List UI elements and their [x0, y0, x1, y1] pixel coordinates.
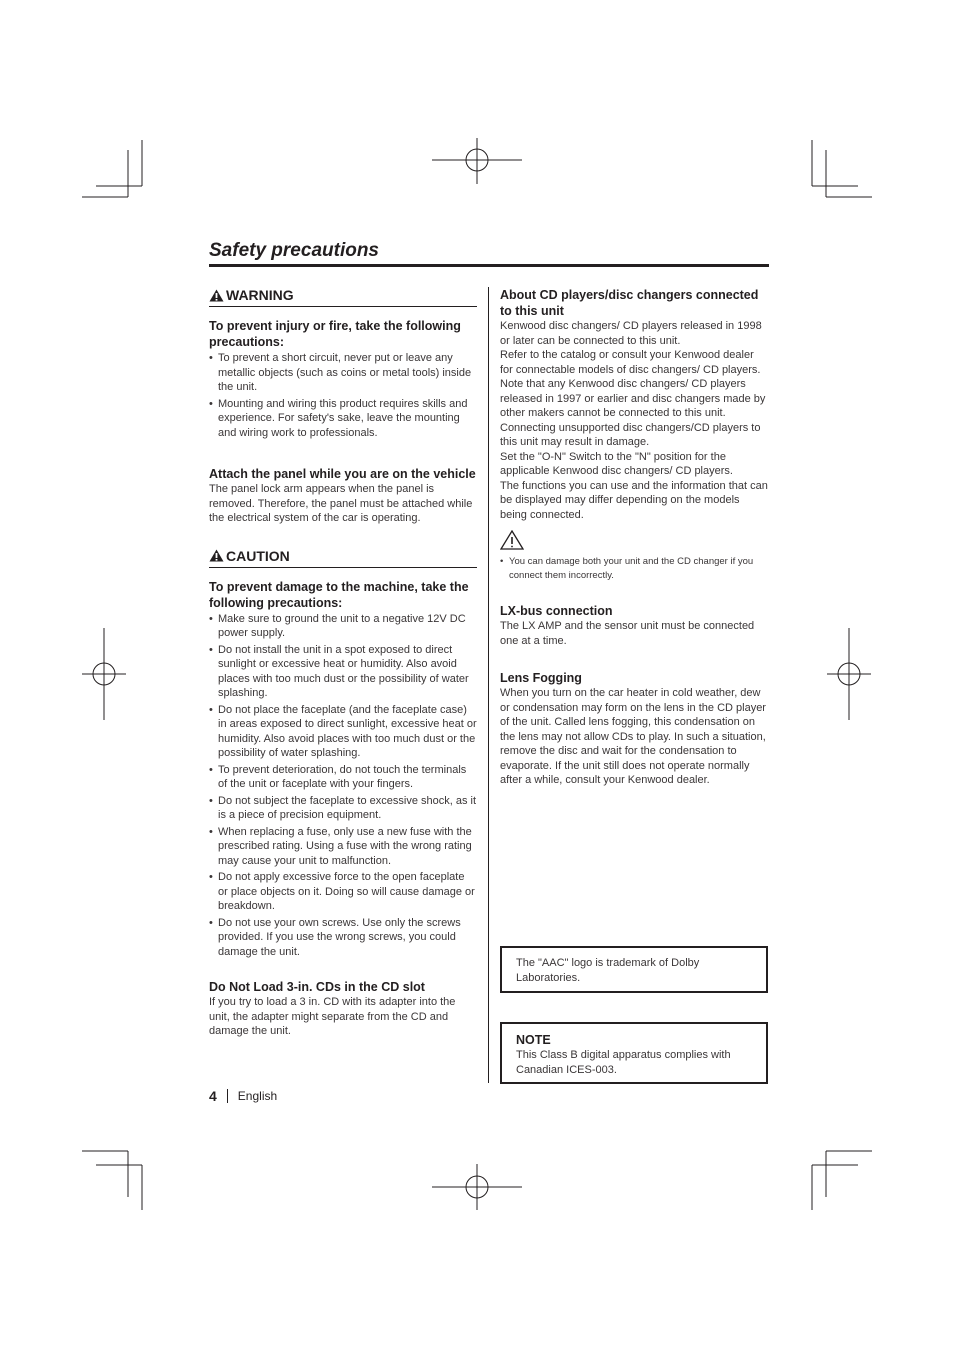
warning-heading — [209, 287, 477, 307]
list-item: • Do not install the unit in a spot exposed to direct sunlight or excessive heat or humidity. Also avoid places with too much dust or the possibility of water splashing. — [209, 643, 477, 701]
cd-paragraph: Connecting unsupported disc changers/CD players to this unit may result in damage. — [500, 421, 761, 448]
cd-note-list — [500, 555, 768, 583]
aac-trademark-text: The "AAC" logo is trademark of Dolby Laboratories. — [516, 957, 700, 984]
warning-sub1-title: To prevent injury or fire, take the following precautions: — [209, 319, 461, 349]
warning-triangle-icon — [209, 289, 224, 302]
footer-separator — [227, 1089, 228, 1103]
cd-paragraph: Kenwood disc changers/ CD players released in 1998 or later can be connected to this unit. — [500, 320, 762, 347]
right-column — [500, 287, 768, 788]
note-text: This Class B digital apparatus complies with Canadian ICES-003. — [516, 1049, 731, 1076]
cd-section-title: About CD players/disc changers connected to this unit — [500, 288, 759, 318]
note-title: NOTE — [516, 1033, 551, 1047]
caution-outline-icon — [500, 530, 524, 550]
caution-sub2-title: Do Not Load 3-in. CDs in the CD slot — [209, 980, 425, 994]
cd-paragraph: The functions you can use and the information that can be displayed may differ depending on the models being connected. — [500, 479, 768, 521]
list-item: • Do not subject the faceplate to excessive shock, as it is a piece of precision equipment. — [209, 794, 477, 823]
warning-sub2-text: The panel lock arm appears when the panel is removed. Therefore, the panel must be attached while the electrical system of the car is operating. — [209, 483, 473, 524]
list-item: • Do not use your own screws. Use only the screws provided. If you use the wrong screws, you could damage the unit. — [209, 916, 477, 960]
warning-heading-label: WARNING — [226, 287, 294, 303]
lens-fogging-text: When you turn on the car heater in cold weather, dew or condensation may form on the lens in the CD player of the unit. Called lens fogging, this condensation on the lens may not allow CDs to play. In such a situation, remove the disc and wait for the condensation to evaporate. If the unit still does not operate normally after a while, consult your Kenwood dealer. — [500, 687, 766, 786]
note-box — [500, 1022, 768, 1084]
cd-paragraph: Note that any Kenwood disc changers/ CD players released in 1997 or earlier and disc changers made by other makers cannot be connected to this unit. — [500, 378, 766, 419]
caution-sub1-title: To prevent damage to the machine, take the following precautions: — [209, 579, 469, 610]
language-label: English — [237, 1089, 278, 1103]
page-title: Safety precautions — [209, 240, 379, 261]
list-item: • Mounting and wiring this product requires skills and experience. For safety's sake, leave the mounting and wiring work to professionals. — [209, 397, 477, 441]
cd-paragraph: Refer to the catalog or consult your Kenwood dealer for connectable models of disc changers/ CD players. — [500, 349, 761, 376]
list-item: • You can damage both your unit and the CD changer if you connect them incorrectly. — [500, 555, 768, 583]
title-rule — [209, 264, 769, 267]
column-divider — [488, 287, 489, 1083]
list-item: • Do not place the faceplate (and the faceplate case) in areas exposed to direct sunlight, excessive heat or humidity. Also avoid places with too much dust or the possibility of water splashing. — [209, 703, 477, 761]
page-footer — [209, 1088, 277, 1104]
caution-heading — [209, 548, 477, 568]
aac-trademark-box — [500, 946, 768, 993]
caution-triangle-icon — [209, 549, 224, 562]
list-item: • Make sure to ground the unit to a negative 12V DC power supply. — [209, 612, 477, 641]
lens-fogging-title: Lens Fogging — [500, 671, 582, 685]
list-item: • Do not apply excessive force to the open faceplate or place objects on it. Doing so will cause damage or breakdown. — [209, 870, 477, 914]
caution-sub2-text: If you try to load a 3 in. CD with its adapter into the unit, the adapter might separate from the CD and damage the unit. — [209, 996, 456, 1037]
warning-sub2-title: Attach the panel while you are on the vehicle — [209, 467, 476, 481]
lxbus-title: LX-bus connection — [500, 604, 613, 618]
warning-list — [209, 351, 477, 440]
caution-heading-label: CAUTION — [226, 547, 290, 564]
lxbus-text: The LX AMP and the sensor unit must be connected one at a time. — [500, 620, 755, 647]
list-item: • When replacing a fuse, only use a new fuse with the prescribed rating. Using a fuse with the wrong rating may cause your unit to malfunction. — [209, 825, 477, 869]
caution-list — [209, 612, 477, 960]
cd-paragraph: Set the "O-N" Switch to the "N" position for the applicable Kenwood disc changers/ CD players. — [500, 450, 733, 477]
list-item: • To prevent deterioration, do not touch the terminals of the unit or faceplate with your fingers. — [209, 763, 477, 792]
list-item: • To prevent a short circuit, never put or leave any metallic objects (such as coins or metal tools) inside the unit. — [209, 351, 477, 395]
page-number: 4 — [209, 1088, 217, 1104]
left-column — [209, 287, 477, 1039]
